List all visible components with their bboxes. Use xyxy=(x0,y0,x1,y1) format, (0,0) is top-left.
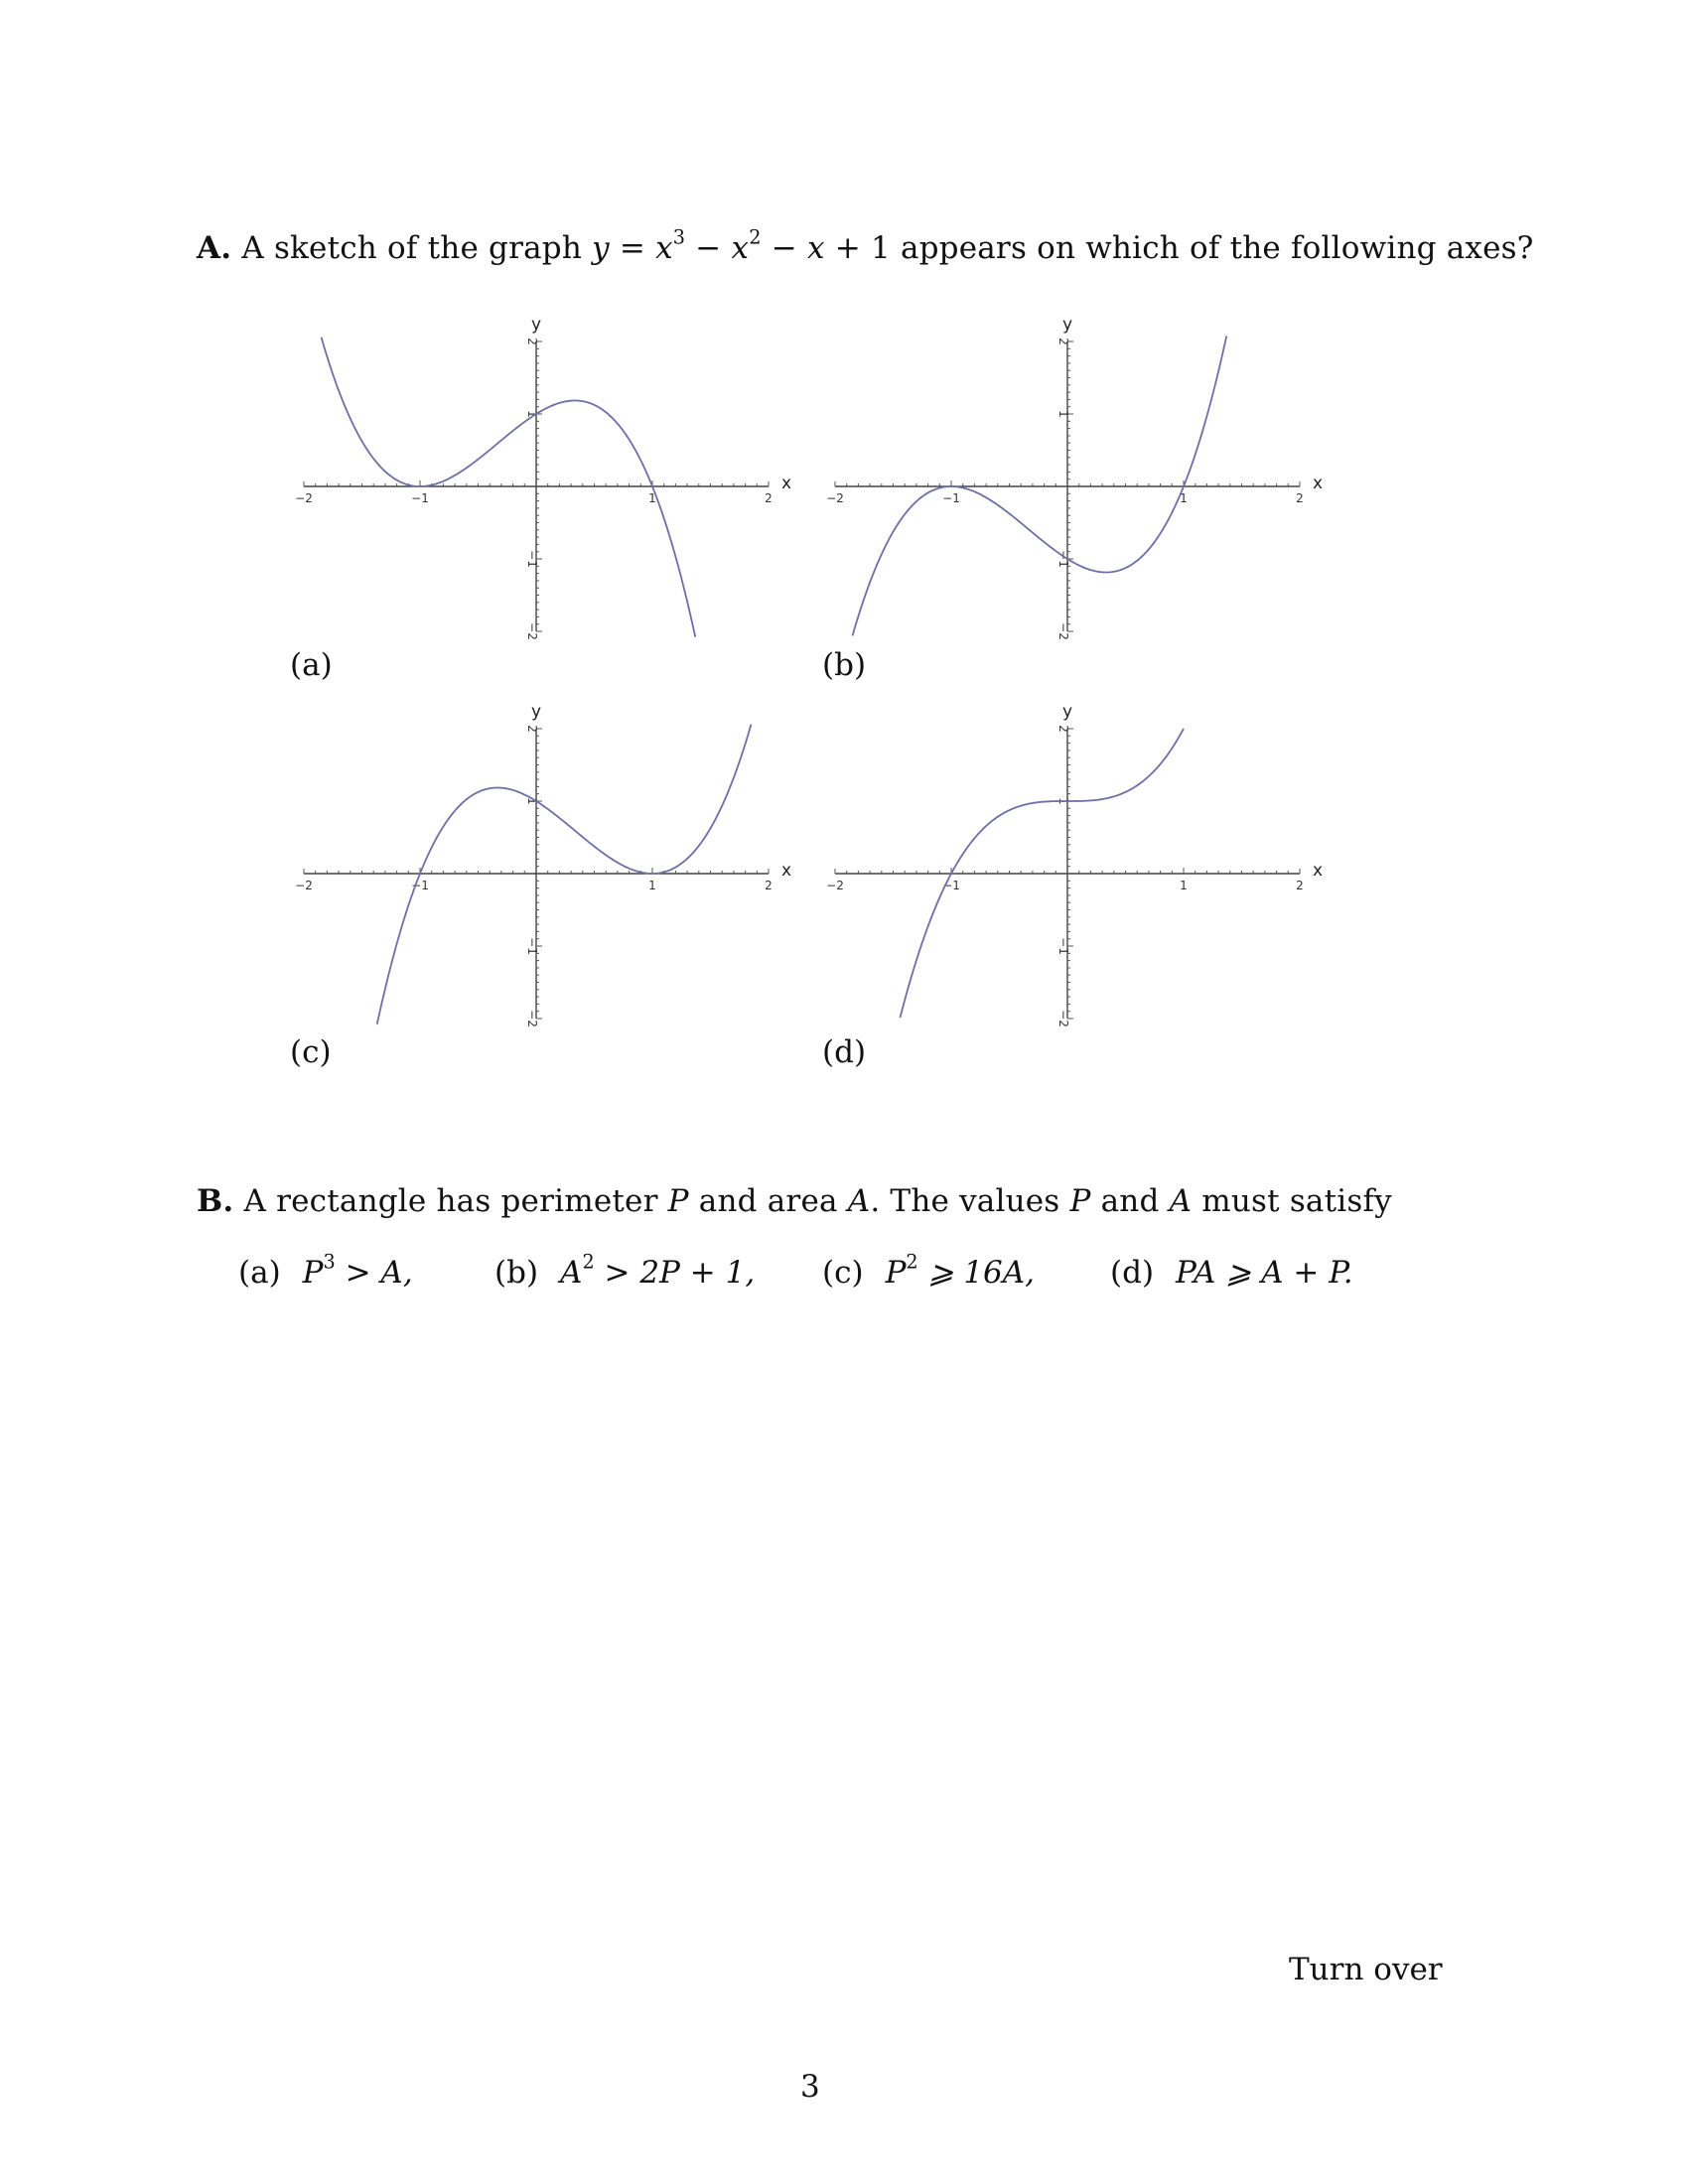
question-b-text: A rectangle has perimeter xyxy=(243,1183,658,1219)
panel-label-a: (a) xyxy=(290,647,333,683)
option-b-label: (b) xyxy=(494,1255,539,1291)
x-tick-label: −1 xyxy=(942,879,960,892)
y-tick-label: 2 xyxy=(525,338,539,345)
x-axis-label: x xyxy=(1312,861,1324,881)
panel-label-c: (c) xyxy=(290,1034,332,1070)
y-tick-label: 2 xyxy=(1056,338,1070,345)
x-tick-label: −2 xyxy=(295,491,313,505)
x-tick-label: −2 xyxy=(826,491,844,505)
page-number: 3 xyxy=(800,2069,820,2105)
y-tick-label: 1 xyxy=(525,797,539,805)
option-b-exp: 2 xyxy=(582,1250,595,1274)
option-a-base: P xyxy=(302,1255,324,1291)
panel-label-d: (d) xyxy=(822,1034,867,1070)
y-tick-label: −1 xyxy=(1056,550,1070,568)
option-b-base: A xyxy=(560,1255,583,1291)
eq-minus2: − xyxy=(771,230,797,266)
question-a-text-after: appears on which of the following axes? xyxy=(900,230,1534,266)
y-tick-label: −2 xyxy=(1056,622,1070,640)
option-b-rest: > 2P + 1, xyxy=(594,1255,756,1291)
option-c-label: (c) xyxy=(822,1255,864,1291)
y-tick-label: −2 xyxy=(525,1010,539,1027)
y-axis-label: y xyxy=(1061,702,1073,722)
x-tick-label: 1 xyxy=(1180,491,1188,505)
question-b-P2: P xyxy=(1069,1183,1091,1219)
option-c-exp: 2 xyxy=(906,1250,918,1274)
question-b-A: A xyxy=(847,1183,871,1219)
question-a-text-before: A sketch of the graph xyxy=(241,230,582,266)
x-tick-label: −2 xyxy=(295,879,313,892)
x-tick-label: 2 xyxy=(1296,879,1304,892)
x-tick-label: −1 xyxy=(411,491,429,505)
y-tick-label: −2 xyxy=(1056,1010,1070,1027)
question-a-label: A. xyxy=(197,230,232,266)
y-tick-label: 1 xyxy=(1056,410,1070,418)
y-tick-label: 1 xyxy=(525,410,539,418)
question-b-P: P xyxy=(667,1183,689,1219)
y-axis-label: y xyxy=(530,315,542,335)
x-tick-label: 1 xyxy=(648,491,656,505)
x-tick-label: 2 xyxy=(765,491,773,505)
y-tick-label: 2 xyxy=(1056,725,1070,733)
x-tick-label: 1 xyxy=(1180,879,1188,892)
x-axis-label: x xyxy=(780,861,792,881)
x-tick-label: 2 xyxy=(1296,491,1304,505)
y-tick-label: 2 xyxy=(525,725,539,733)
option-a-label: (a) xyxy=(238,1255,281,1291)
option-d-label: (d) xyxy=(1110,1255,1155,1291)
turn-over-note: Turn over xyxy=(1289,1952,1443,1987)
question-b-label: B. xyxy=(197,1183,234,1219)
graph-d xyxy=(809,685,1345,1042)
question-b xyxy=(197,1183,1392,1219)
question-a-equation xyxy=(592,225,901,266)
eq-one: 1 xyxy=(870,230,891,266)
x-tick-label: 1 xyxy=(648,879,656,892)
eq-exp3: 3 xyxy=(672,225,686,249)
option-c-base: P xyxy=(885,1255,907,1291)
eq-x3: x xyxy=(655,230,673,266)
question-a xyxy=(197,225,1534,266)
question-b-A2: A xyxy=(1169,1183,1193,1219)
y-tick-label: −1 xyxy=(525,550,539,568)
x-axis-label: x xyxy=(1312,474,1324,493)
y-axis-label: y xyxy=(1061,315,1073,335)
option-a-exp: 3 xyxy=(323,1250,336,1274)
question-b-the-values: . The values xyxy=(870,1183,1060,1219)
x-tick-label: −1 xyxy=(411,879,429,892)
panel-label-b: (b) xyxy=(822,647,867,683)
option-b xyxy=(494,1250,756,1291)
y-tick-label: −1 xyxy=(525,937,539,955)
y-axis-label: y xyxy=(530,702,542,722)
y-tick-label: 1 xyxy=(1056,797,1070,805)
question-b-must-satisfy: must satisfy xyxy=(1201,1183,1392,1219)
graph-b xyxy=(809,298,1345,655)
eq-y: y xyxy=(592,230,610,266)
x-axis-label: x xyxy=(780,474,792,493)
question-b-and: and xyxy=(1100,1183,1160,1219)
eq-x: x xyxy=(806,230,825,266)
option-a xyxy=(238,1250,413,1291)
eq-plus: + xyxy=(834,230,861,266)
graph-a xyxy=(278,298,814,655)
option-c xyxy=(822,1250,1036,1291)
question-b-and-area: and area xyxy=(698,1183,838,1219)
option-d xyxy=(1110,1255,1353,1291)
option-c-rest: ⩾ 16A, xyxy=(917,1255,1036,1291)
graph-c xyxy=(278,685,814,1042)
eq-minus1: − xyxy=(695,230,722,266)
eq-x2: x xyxy=(731,230,750,266)
x-tick-label: −2 xyxy=(826,879,844,892)
eq-exp2: 2 xyxy=(749,225,762,249)
y-tick-label: −2 xyxy=(525,622,539,640)
option-d-rest: PA ⩾ A + P. xyxy=(1176,1255,1353,1291)
x-tick-label: 2 xyxy=(765,879,773,892)
y-tick-label: −1 xyxy=(1056,937,1070,955)
option-a-rest: > A, xyxy=(335,1255,413,1291)
eq-equals: = xyxy=(619,230,646,266)
x-tick-label: −1 xyxy=(942,491,960,505)
